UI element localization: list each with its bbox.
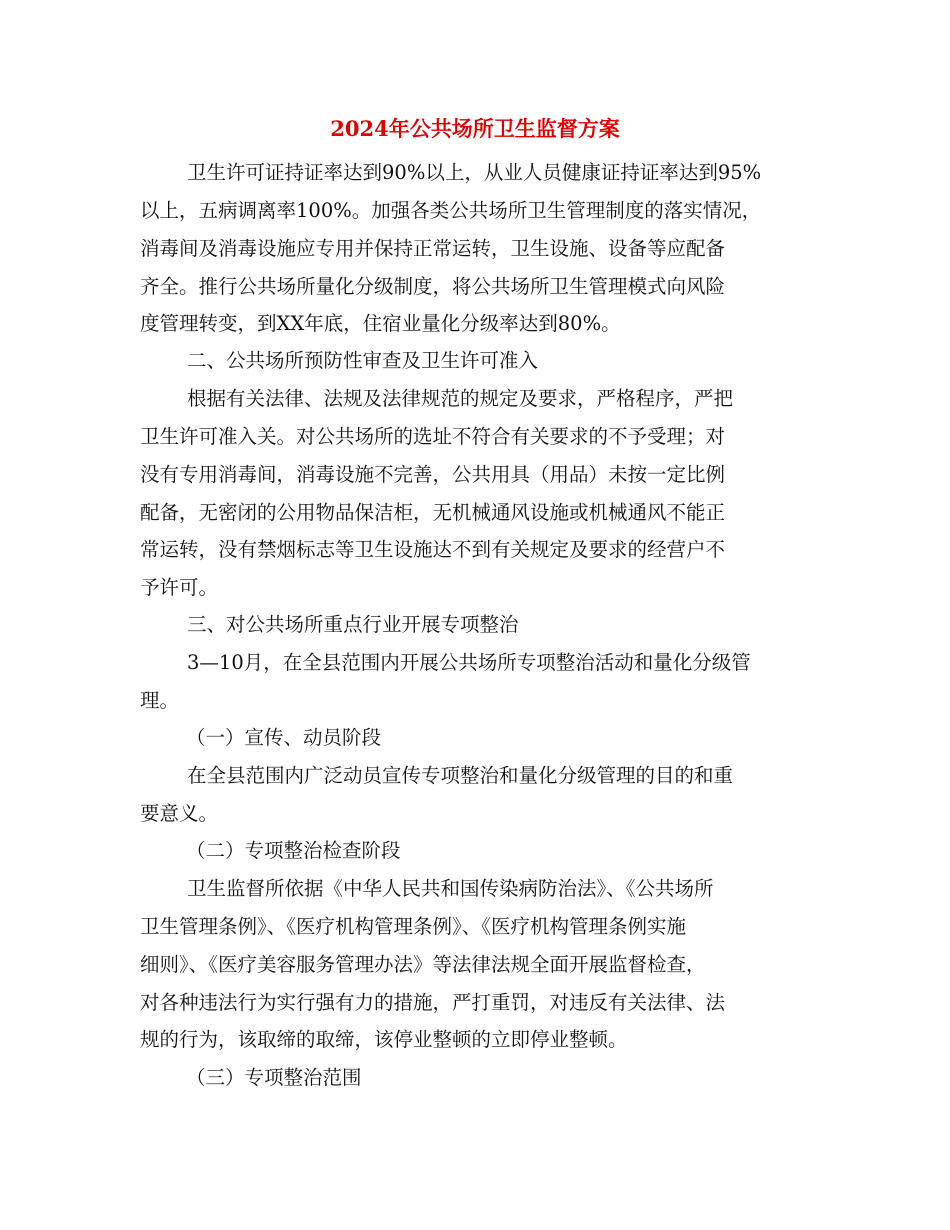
text-line: 常运转，没有禁烟标志等卫生设施达不到有关规定及要求的经营户不 bbox=[140, 538, 726, 561]
text-line: 细则》、《医疗美容服务管理办法》等法律法规全面开展监督检查， bbox=[140, 953, 706, 976]
subsection-heading: （三）专项整治范围 bbox=[186, 1066, 362, 1089]
subsection-heading: （二）专项整治检查阶段 bbox=[186, 839, 401, 862]
text-line: 根据有关法律、法规及法律规范的规定及要求，严格程序，严把 bbox=[187, 387, 734, 410]
subsection-heading: （一）宣传、动员阶段 bbox=[186, 726, 382, 749]
text-line: 以上，五病调离率100%。加强各类公共场所卫生管理制度的落实情况， bbox=[140, 199, 762, 222]
section-heading: 三、对公共场所重点行业开展专项整治 bbox=[187, 613, 519, 636]
text-line: 规的行为，该取缔的取缔，该停业整顿的立即停业整顿。 bbox=[140, 1028, 628, 1051]
document-title: 2024年公共场所卫生监督方案 bbox=[330, 116, 620, 141]
text-line: 卫生许可证持证率达到90%以上，从业人员健康证持证率达到95% bbox=[187, 161, 762, 184]
text-line: 度管理转变，到XX年底，住宿业量化分级率达到80%。 bbox=[140, 312, 621, 335]
text-line: 对各种违法行为实行强有力的措施，严打重罚，对违反有关法律、法 bbox=[140, 991, 726, 1014]
text-line: 理。 bbox=[140, 689, 180, 712]
text-line: 予许可。 bbox=[140, 576, 219, 599]
text-line: 要意义。 bbox=[140, 802, 219, 825]
text-line: 消毒间及消毒设施应专用并保持正常运转，卫生设施、设备等应配备 bbox=[140, 237, 726, 260]
text-line: 配备，无密闭的公用物品保洁柜，无机械通风设施或机械通风不能正 bbox=[140, 501, 726, 524]
text-line: 卫生监督所依据《中华人民共和国传染病防治法》、《公共场所 bbox=[187, 877, 714, 900]
text-line: 在全县范围内广泛动员宣传专项整治和量化分级管理的目的和重 bbox=[187, 764, 734, 787]
text-line: 卫生管理条例》、《医疗机构管理条例》、《医疗机构管理条例实施 bbox=[140, 915, 687, 938]
text-line: 3—10月，在全县范围内开展公共场所专项整治活动和量化分级管 bbox=[187, 651, 751, 674]
text-line: 齐全。推行公共场所量化分级制度，将公共场所卫生管理模式向风险 bbox=[140, 275, 726, 298]
text-line: 卫生许可准入关。对公共场所的选址不符合有关要求的不予受理；对 bbox=[140, 425, 726, 448]
section-heading: 二、公共场所预防性审查及卫生许可准入 bbox=[187, 349, 539, 372]
text-line: 没有专用消毒间，消毒设施不完善，公共用具（用品）未按一定比例 bbox=[140, 463, 726, 486]
